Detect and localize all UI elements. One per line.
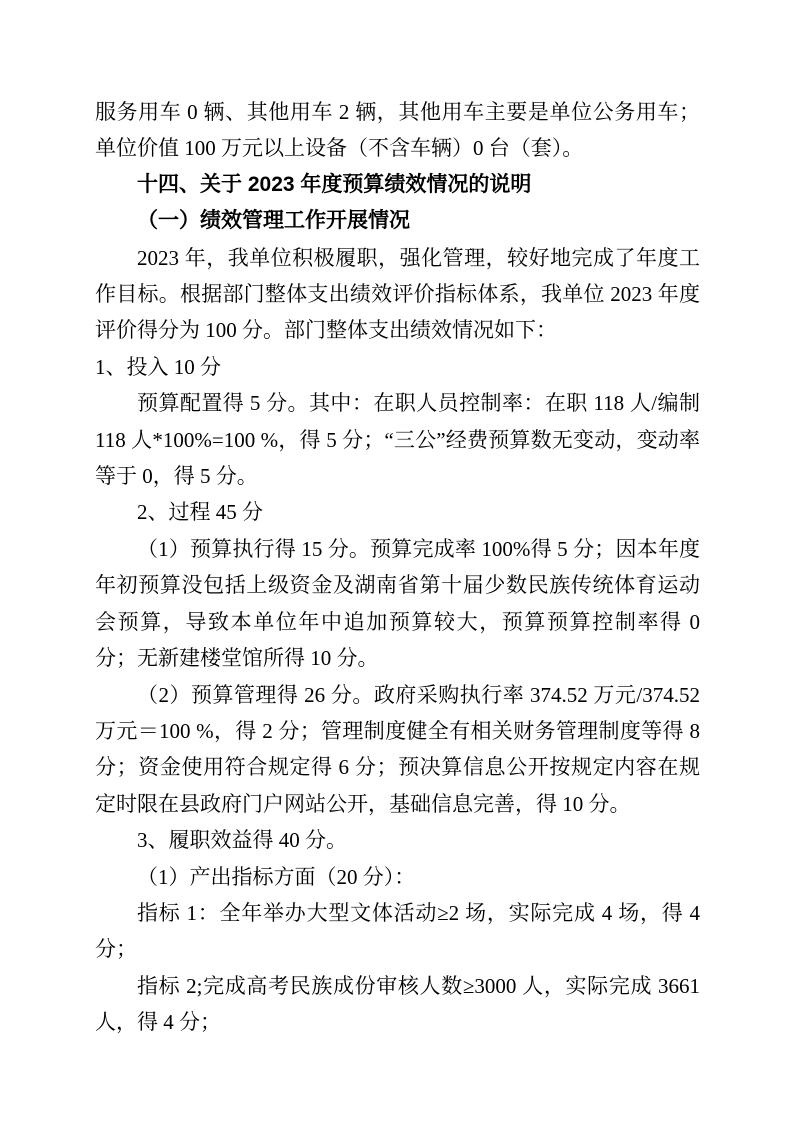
paragraph-budget-execution: （1）预算执行得 15 分。预算完成率 100%得 5 分；因本年度年初预算没包括上级资金及湖南省第十届少数民族传统体育运动会预算，导致本单位年中追加预算较大，预算预算控制率得 0 分；无新建楼堂馆所得 10 分。 [95, 536, 700, 671]
subsection-heading-1: （一）绩效管理工作开展情况 [137, 209, 410, 233]
paragraph-budget-management: （2）预算管理得 26 分。政府采购执行率 374.52 万元/374.52 万元＝100 %，得 2 分；管理制度健全有相关财务管理制度等得 8 分；资金使用符合规定得 6 分；预决算信息公开按规定内容在规定时限在县政府门户网站公开，基础信息完善，得 10 分。 [95, 682, 700, 816]
paragraph-vehicle-equipment-continuation: 服务用车 0 辆、其他用车 2 辆，其他用车主要是单位公务用车；单位价值 100 万元以上设备（不含车辆）0 台（套）。 [95, 100, 700, 161]
paragraph-indicator-1: 指标 1：全年举办大型文体活动≥2 场，实际完成 4 场，得 4 分； [95, 900, 700, 962]
paragraph-indicator-2: 指标 2;完成高考民族成份审核人数≥3000 人，实际完成 3661 人，得 4 分； [95, 973, 700, 1035]
paragraph-overview: 2023 年，我单位积极履职，强化管理，较好地完成了年度工作目标。根据部门整体支出绩效评价指标体系，我单位 2023 年度评价得分为 100 分。部门整体支出绩效情况如下： [95, 245, 700, 343]
paragraph-budget-allocation: 预算配置得 5 分。其中：在职人员控制率：在职 118 人/编制 118 人*100%=100 %，得 5 分；“三公”经费预算数无变动，变动率等于 0，得 5 分。 [95, 391, 700, 489]
paragraph-item-2-process: 2、过程 45 分 [137, 500, 263, 525]
paragraph-item-3-performance: 3、履职效益得 40 分。 [137, 828, 347, 853]
paragraph-output-indicators: （1）产出指标方面（20 分）： [137, 864, 416, 889]
section-heading-14: 十四、关于 2023 年度预算绩效情况的说明 [137, 172, 532, 196]
paragraph-item-1-input: 1、投入 10 分 [95, 354, 221, 379]
